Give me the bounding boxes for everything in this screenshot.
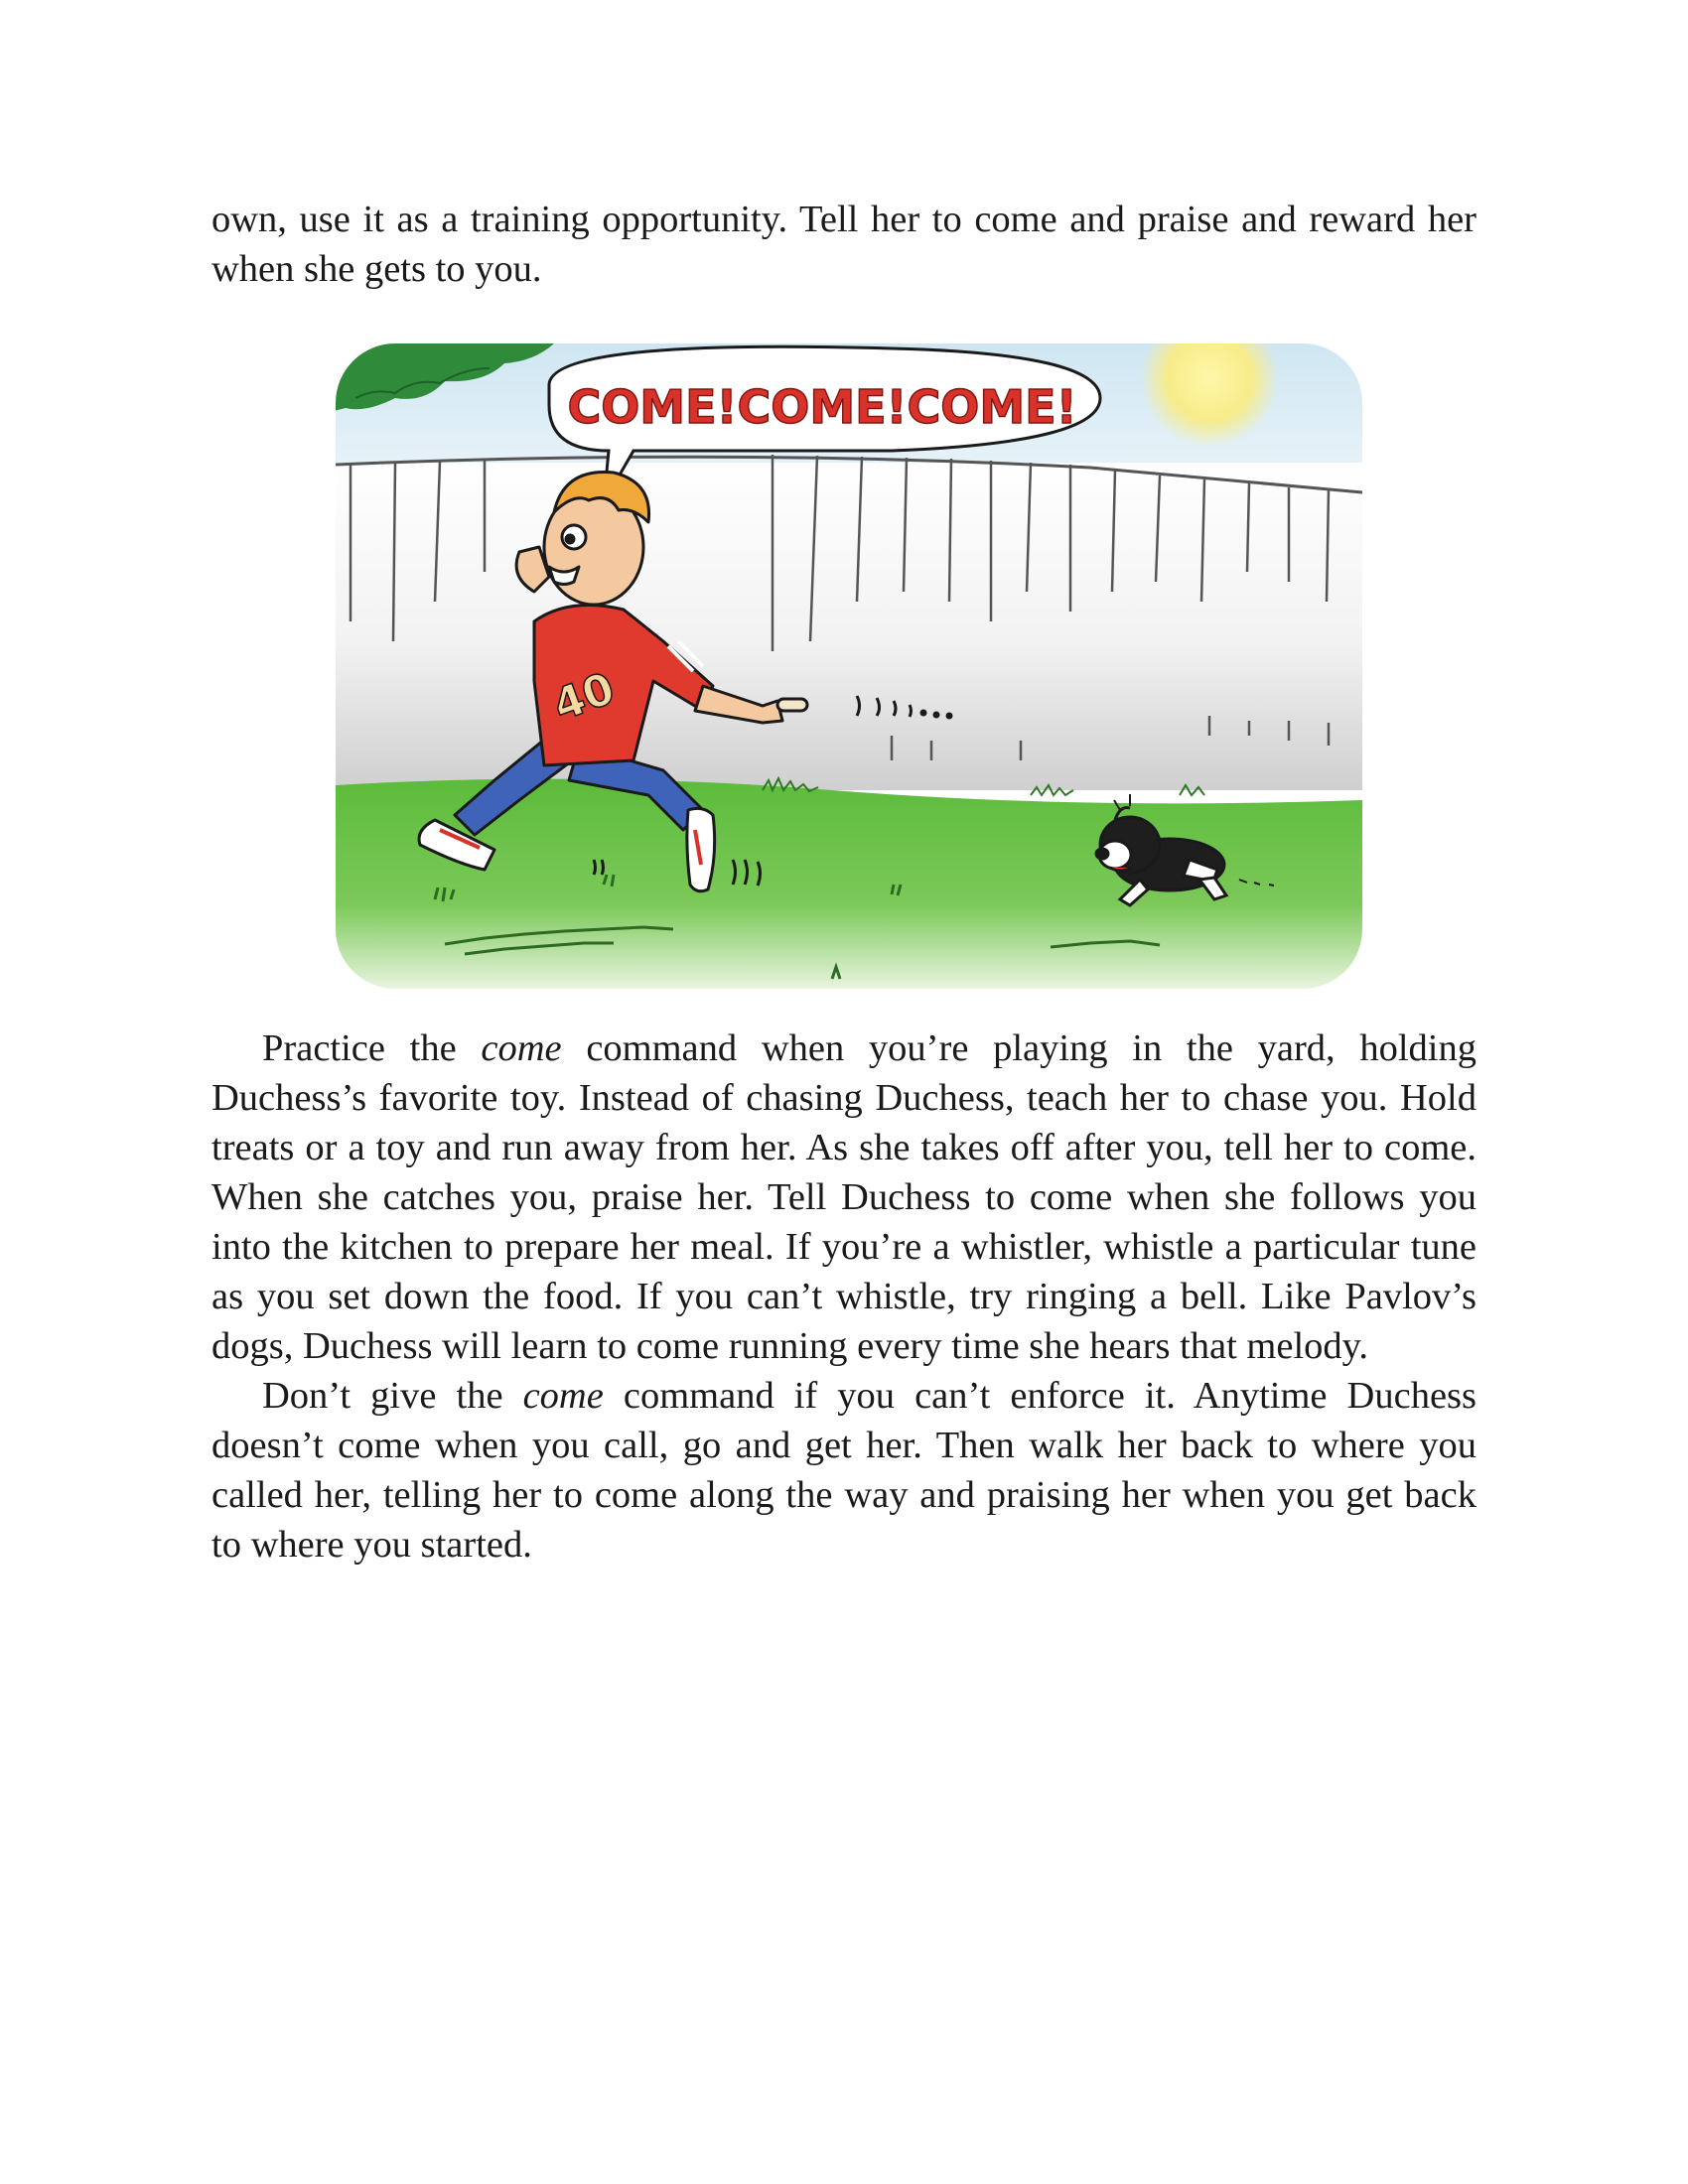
paragraph-1: own, use it as a training opportunity. Tell her to come and praise and reward her when she gets to you. <box>211 199 1477 290</box>
cartoon-svg <box>336 343 1362 989</box>
fence <box>336 463 1362 790</box>
paragraph-2-text-after: command when you’re playing in the yard, holding Duchess’s favorite toy. Instead of chasing Duchess, teach her to chase you. Hold treats or a toy and run away from her. As she takes off after you, tell her to come. When she catches you, praise her. Tell Duchess to come when she follows you into the kitchen to prepare her meal. If you’re a whistler, whistle a particular tune as you set down the food. If you can’t whistle, try ringing a bell. Like Pavlov’s dogs, Duchess will learn to come running every time she hears that melody. <box>211 1027 1477 1367</box>
paragraph-3-text-before: Don’t give the <box>262 1375 523 1417</box>
cartoon-illustration <box>336 343 1362 989</box>
page-content <box>211 195 1477 1570</box>
jersey-number: 40 <box>546 662 622 732</box>
paragraph-3 <box>211 1371 1477 1570</box>
speech-bubble-text: COME!COME!COME! <box>567 380 1077 434</box>
paragraph-2-text-before: Practice the <box>262 1027 482 1069</box>
paragraph-2-emphasis: come <box>481 1027 562 1069</box>
paragraph-3-text-after: command if you can’t enforce it. Anytime Duchess doesn’t come when you call, go and get her. Then walk her back to where you called her, telling her to come along the way and praising her when you get back to where you started. <box>211 1375 1477 1566</box>
paragraph-3-emphasis: come <box>522 1375 604 1417</box>
paragraph-2 <box>211 1024 1477 1371</box>
